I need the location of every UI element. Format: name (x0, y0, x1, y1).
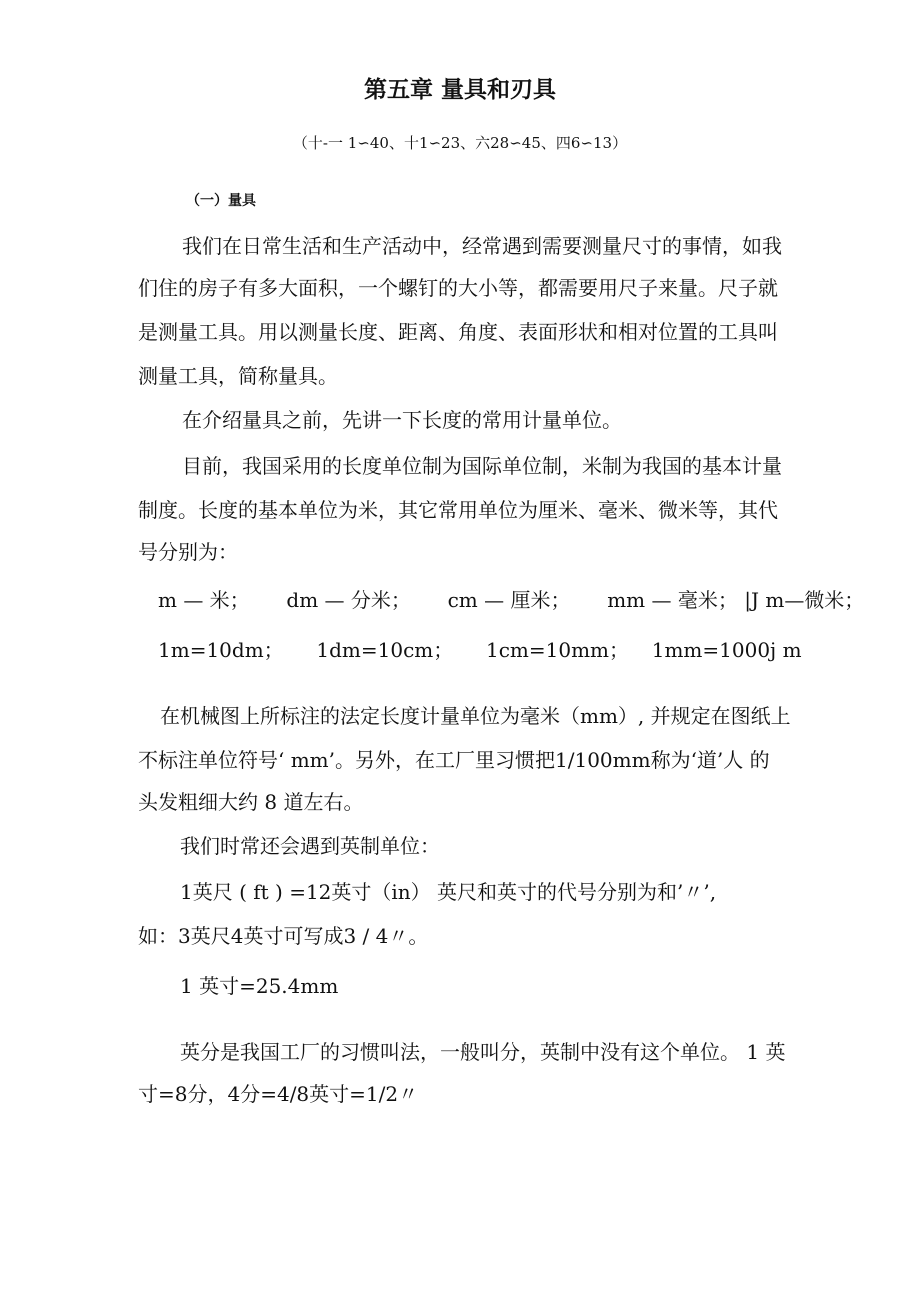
chapter-title: 第五章 量具和刃具 (363, 77, 556, 103)
para4-line3: 头发粗细大约 8 道左右。 (138, 790, 364, 814)
para4-line1: 在机械图上所标注的法定长度计量单位为毫米（mm）, 并规定在图纸上 (160, 704, 791, 728)
para1-line2: 们住的房子有多大面积，一个螺钉的大小等，都需要用尺子来量。尺子就 (138, 276, 778, 300)
para8-line2: 寸=8分，4分=4/8英寸=1/2〃 (138, 1082, 419, 1106)
unit-um: |J m—微米； (744, 588, 865, 612)
para1-line4: 测量工具，简称量具。 (138, 364, 338, 388)
para3-line2: 制度。长度的基本单位为米，其它常用单位为厘米、毫米、微米等，其代 (138, 498, 778, 522)
para8-line1: 英分是我国工厂的习惯叫法，一般叫分，英制中没有这个单位。 1 英 (180, 1040, 786, 1064)
para3-line3: 号分别为： (138, 540, 238, 564)
conv-m-dm: 1m=10dm； (158, 638, 284, 662)
para5-line: 我们时常还会遇到英制单位： (180, 834, 440, 858)
units-line (158, 586, 864, 614)
para1-line3: 是测量工具。用以测量长度、距离、角度、表面形状和相对位置的工具叫 (138, 320, 778, 344)
chapter-subtitle: （十-一 1∽40、十1∽23、六28∽45、四6∽13） (292, 134, 628, 152)
unit-dm: dm — 分米； (286, 588, 411, 612)
unit-m: m — 米； (158, 588, 250, 612)
conversion-line (158, 636, 802, 664)
para3-line1: 目前，我国采用的长度单位制为国际单位制，米制为我国的基本计量 (182, 454, 782, 478)
para2-line: 在介绍量具之前，先讲一下长度的常用计量单位。 (182, 408, 622, 432)
para6-line2: 如：3英尺4英寸可写成3 / 4〃。 (138, 924, 429, 948)
para6-line1: 1英尺 ( ft ) =12英寸（in） 英尺和英寸的代号分别为和’〃’, (180, 880, 717, 904)
para1-line1: 我们在日常生活和生产活动中，经常遇到需要测量尺寸的事情，如我 (182, 234, 782, 258)
conv-cm-mm: 1cm=10mm； (485, 638, 630, 662)
section-heading: （一）量具 (186, 193, 256, 209)
unit-mm: mm — 毫米； (607, 588, 738, 612)
para7-line: 1 英寸=25.4mm (180, 974, 339, 998)
conv-mm-um: 1mm=1000j m (651, 638, 802, 662)
unit-cm: cm — 厘米； (447, 588, 571, 612)
conv-dm-cm: 1dm=10cm； (316, 638, 454, 662)
para4-line2: 不标注单位符号‘ mm’。另外，在工厂里习惯把1/100mm称为‘道’人 的 (138, 748, 770, 772)
